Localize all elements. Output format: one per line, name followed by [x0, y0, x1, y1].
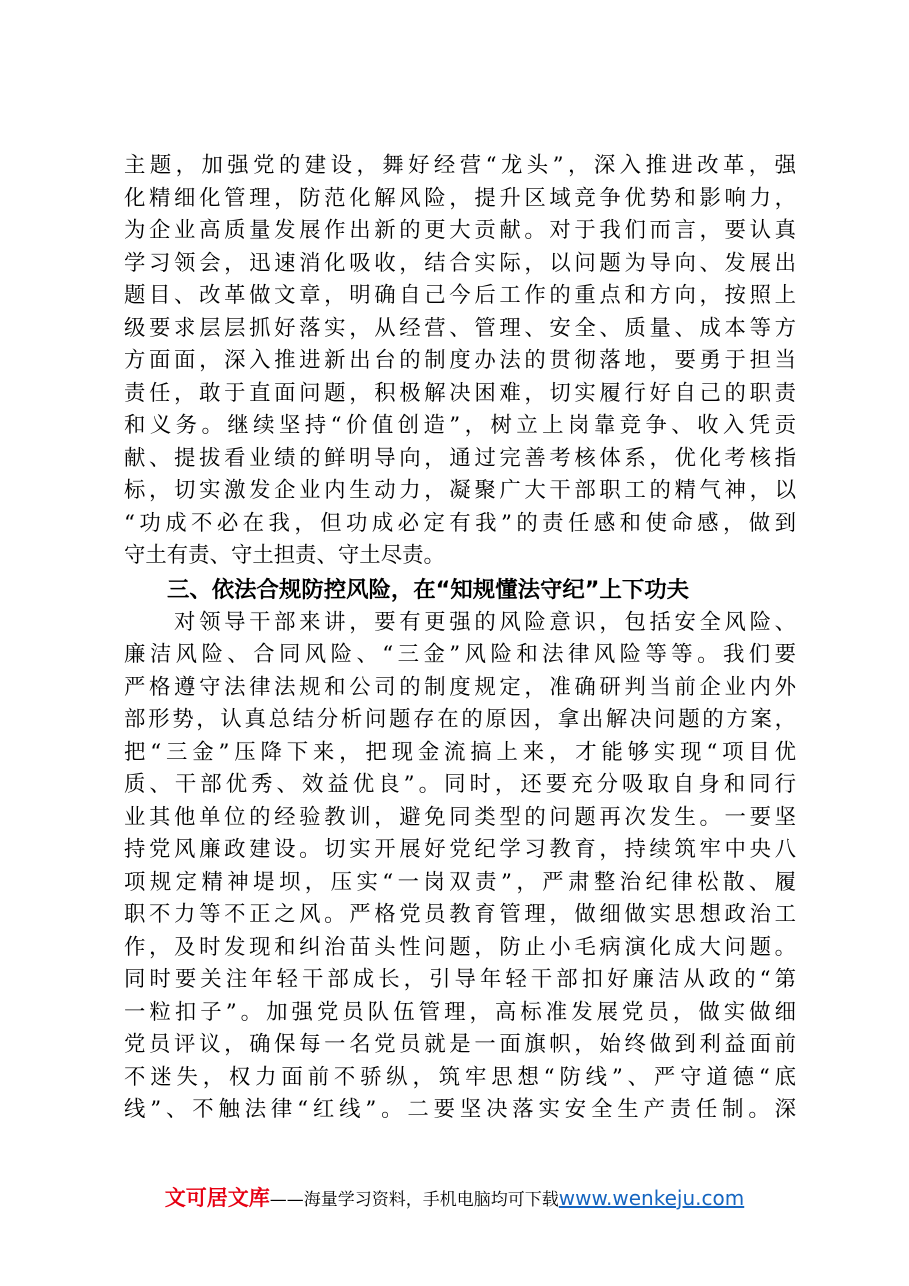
paragraph-continuation — [124, 150, 796, 573]
text-line: 线”、不触法律“红线”。二要坚决落实安全生产责任制。深 — [124, 1097, 796, 1122]
text-line: 和义务。继续坚持“价值创造”，树立上岗靠竞争、收入凭贡 — [124, 413, 796, 438]
text-line: 题目、改革做文章，明确自己今后工作的重点和方向，按照上 — [124, 283, 796, 308]
text-line: 标，切实激发企业内生动力，凝聚广大干部职工的精气神，以 — [124, 478, 796, 503]
text-line: 质、干部优秀、效益优良”。同时，还要充分吸取自身和同行 — [124, 772, 796, 797]
text-line: 化精细化管理，防范化解风险，提升区域竞争优势和影响力， — [124, 185, 796, 211]
text-line: 廉洁风险、合同风险、“三金”风险和法律风险等等。我们要 — [124, 642, 796, 667]
paragraph-risk-control — [124, 607, 796, 1127]
text-line: “功成不必在我，但功成必定有我”的责任感和使命感，做到 — [124, 510, 796, 536]
text-line: 献、提拔看业绩的鲜明导向，通过完善考核体系，优化考核指 — [124, 445, 796, 471]
footer-brand: 文可居文库 — [164, 1186, 270, 1210]
text-line: 学习领会，迅速消化吸收，结合实际，以问题为导向、发展出 — [124, 250, 796, 276]
text-line: 一粒扣子”。加强党员队伍管理，高标准发展党员，做实做细 — [124, 999, 796, 1025]
text-line: 部形势，认真总结分析问题存在的原因，拿出解决问题的方案， — [124, 707, 796, 732]
text-line: 职不力等不正之风。严格党员教育管理，做细做实思想政治工 — [124, 902, 796, 927]
text-line: 级要求层层抓好落实，从经营、管理、安全、质量、成本等方 — [124, 315, 796, 341]
text-line: 持党风廉政建设。切实开展好党纪学习教育，持续筑牢中央八 — [124, 837, 796, 862]
text-line: 业其他单位的经验教训，避免同类型的问题再次发生。一要坚 — [124, 804, 796, 830]
text-line: 严格遵守法律法规和公司的制度规定，准确研判当前企业内外 — [124, 674, 796, 700]
document-body — [124, 150, 796, 1127]
text-line: 主题，加强党的建设，舞好经营“龙头”，深入推进改革，强 — [124, 153, 796, 178]
text-line: 对领导干部来讲，要有更强的风险意识，包括安全风险、 — [124, 609, 796, 635]
text-line: 同时要关注年轻干部成长，引导年轻干部扣好廉洁从政的“第 — [124, 967, 796, 992]
text-line: 不迷失，权力面前不骄纵，筑牢思想“防线”、严守道德“底 — [124, 1064, 796, 1090]
text-line: 项规定精神堤坝，压实“一岗双责”，严肃整治纪律松散、履 — [124, 869, 796, 895]
section-heading: 三、依法合规防控风险，在“知规懂法守纪”上下功夫 — [167, 576, 690, 603]
text-line: 作，及时发现和纠治苗头性问题，防止小毛病演化成大问题。 — [124, 934, 796, 960]
text-line: 方面面，深入推进新出台的制度办法的贯彻落地，要勇于担当 — [124, 348, 796, 373]
footer-slogan: ——海量学习资料，手机电脑均可下载 — [269, 1190, 559, 1210]
footer-watermark — [0, 1182, 909, 1212]
text-line: 守土有责、守土担责、守土尽责。 — [124, 543, 445, 568]
text-line: 为企业高质量发展作出新的更大贡献。对于我们而言，要认真 — [124, 218, 796, 243]
text-line: 把“三金”压降下来，把现金流搞上来，才能够实现“项目优 — [124, 739, 796, 765]
footer-url-link[interactable]: www.wenkeju.com — [558, 1186, 745, 1210]
text-line: 党员评议，确保每一名党员就是一面旗帜，始终做到利益面前 — [124, 1032, 796, 1057]
text-line: 责任，敢于直面问题，积极解决困难，切实履行好自己的职责 — [124, 380, 796, 406]
